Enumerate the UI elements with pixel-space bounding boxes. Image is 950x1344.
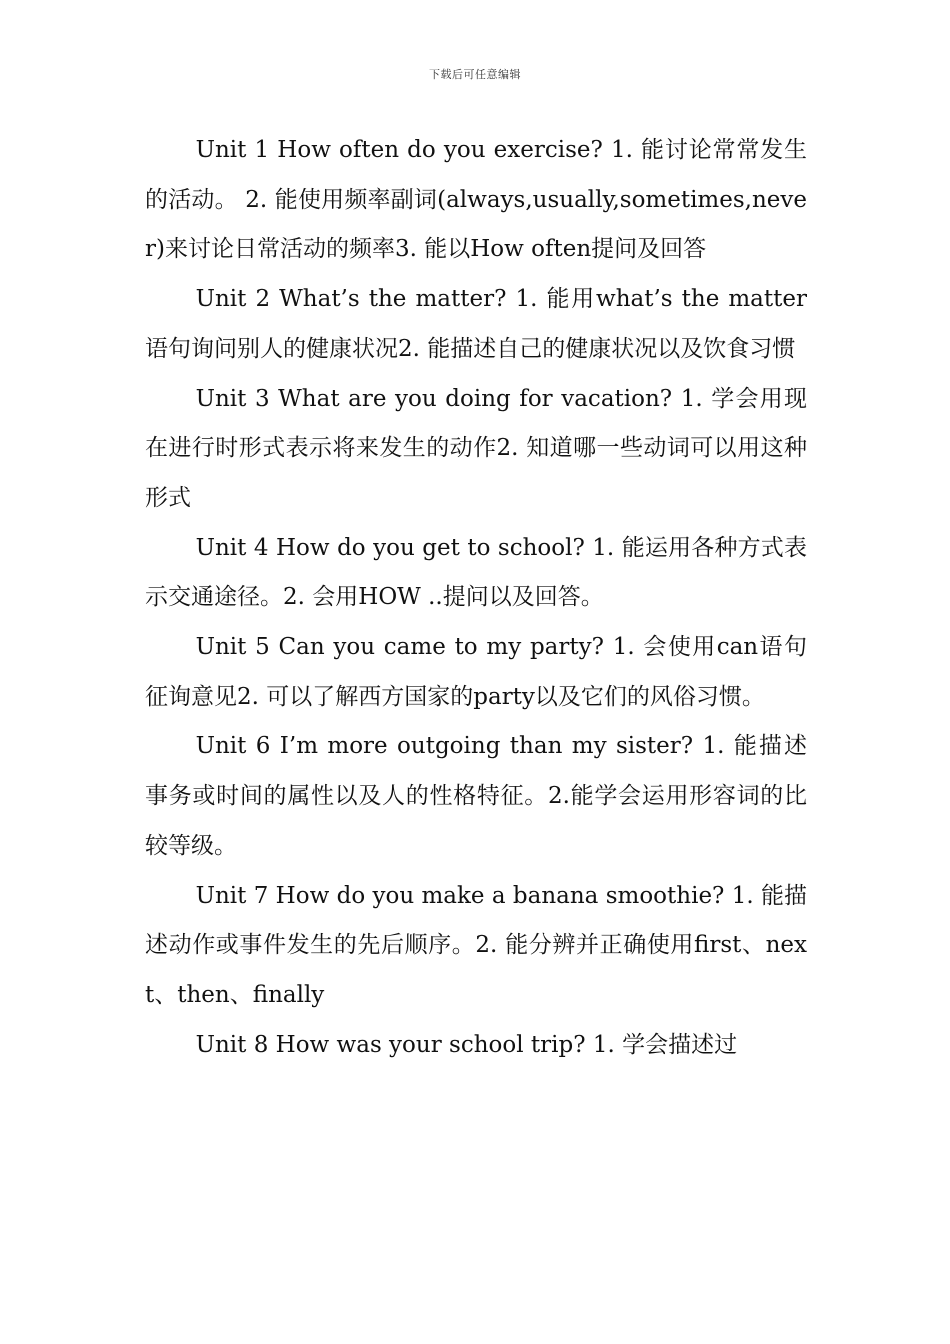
unit-4-paragraph: Unit 4 How do you get to school? 1. 能运用各种方式表示交通途径。2. 会用HOW ..提问以及回答。: [145, 534, 807, 611]
unit-6-paragraph: Unit 6 I’m more outgoing than my sister? 1. 能描述事务或时间的属性以及人的性格特征。2.能学会运用形容词的比较等级。: [145, 733, 807, 859]
unit-5-paragraph: Unit 5 Can you came to my party? 1. 会使用can语句征询意见2. 可以了解西方国家的party以及它们的风俗习惯。: [145, 634, 807, 710]
document-body: [145, 126, 807, 1070]
unit-1-paragraph: Unit 1 How often do you exercise? 1. 能讨论常常发生的活动。 2. 能使用频率副词(always,usually,sometimes,never)来讨论日常活动的频率3. 能以How often提问及回答: [145, 137, 807, 263]
page-header: 下载后可任意编辑: [429, 68, 521, 81]
unit-7-paragraph: Unit 7 How do you make a banana smoothie? 1. 能描述动作或事件发生的先后顺序。2. 能分辨并正确使用first、next、then、finally: [145, 882, 807, 1008]
unit-8-paragraph: Unit 8 How was your school trip? 1. 学会描述过: [195, 1031, 738, 1058]
unit-2-paragraph: Unit 2 What’s the matter? 1. 能用what’s the matter语句询问别人的健康状况2. 能描述自己的健康状况以及饮食习惯: [145, 286, 807, 362]
unit-3-paragraph: Unit 3 What are you doing for vacation? 1. 学会用现在进行时形式表示将来发生的动作2. 知道哪一些动词可以用这种形式: [145, 385, 807, 511]
